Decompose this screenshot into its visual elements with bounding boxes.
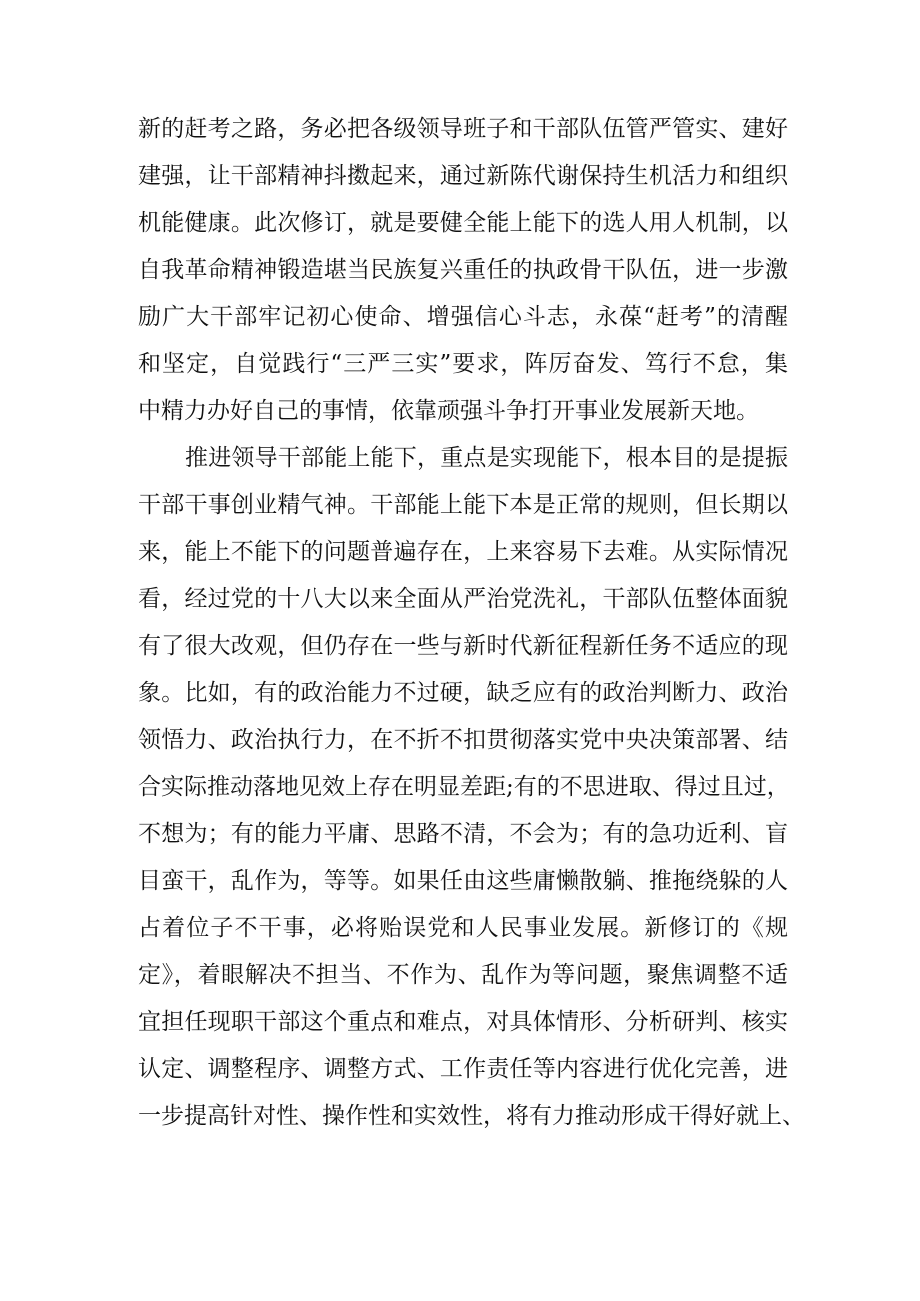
text-line: 不想为；有的能力平庸、思路不清，不会为；有的急功近利、盲 — [138, 821, 788, 847]
text-line: 和坚定，自觉践行“三严三实”要求，阵厉奋发、笃行不怠，集 — [138, 351, 788, 377]
text-line: 宜担任现职干部这个重点和难点，对具体情形、分析研判、核实 — [138, 1009, 788, 1035]
text-line: 一步提高针对性、操作性和实效性，将有力推动形成干得好就上、 — [138, 1103, 805, 1129]
text-line: 合实际推动落地见效上存在明显差距;有的不思进取、得过且过， — [138, 774, 790, 800]
text-line: 象。比如，有的政治能力不过硬，缺乏应有的政治判断力、政治 — [138, 680, 788, 706]
text-line: 新的赶考之路，务必把各级领导班子和干部队伍管严管实、建好 — [138, 116, 788, 142]
text-line: 中精力办好自己的事情，依靠顽强斗争打开事业发展新天地。 — [138, 398, 759, 424]
text-line: 励广大干部牢记初心使命、增强信心斗志，永葆“赶考”的清醒 — [138, 304, 788, 330]
text-line — [138, 1147, 788, 1179]
text-line: 定》，着眼解决不担当、不作为、乱作为等问题，聚焦调整不适 — [138, 962, 788, 988]
text-line: 机能健康。此次修订，就是要健全能上能下的选人用人机制，以 — [138, 210, 788, 236]
text-line: 看，经过党的十八大以来全面从严治党洗礼，干部队伍整体面貌 — [138, 586, 788, 612]
text-line: 干部干事创业精气神。干部能上能下本是正常的规则，但长期以 — [138, 492, 788, 518]
text-line: 来，能上不能下的问题普遍存在，上来容易下去难。从实际情况 — [138, 539, 788, 565]
text-line: 占着位子不干事，必将贻误党和人民事业发展。新修订的《规 — [138, 915, 788, 941]
text-line: 认定、调整程序、调整方式、工作责任等内容进行优化完善，进 — [138, 1056, 788, 1082]
text-line: 领悟力、政治执行力，在不折不扣贯彻落实党中央决策部署、结 — [138, 727, 788, 753]
text-line: 有了很大改观，但仍存在一些与新时代新征程新任务不适应的现 — [138, 633, 788, 659]
text-line: 推进领导干部能上能下，重点是实现能下，根本目的是提振 — [185, 445, 788, 471]
text-line: 建强，让干部精神抖擞起来，通过新陈代谢保持生机活力和组织 — [138, 163, 788, 189]
text-line: 目蛮干，乱作为，等等。如果任由这些庸懒散躺、推拖绕躲的人 — [138, 868, 788, 894]
text-line: 自我革命精神锻造堪当民族复兴重任的执政骨干队伍，进一步激 — [138, 257, 788, 283]
